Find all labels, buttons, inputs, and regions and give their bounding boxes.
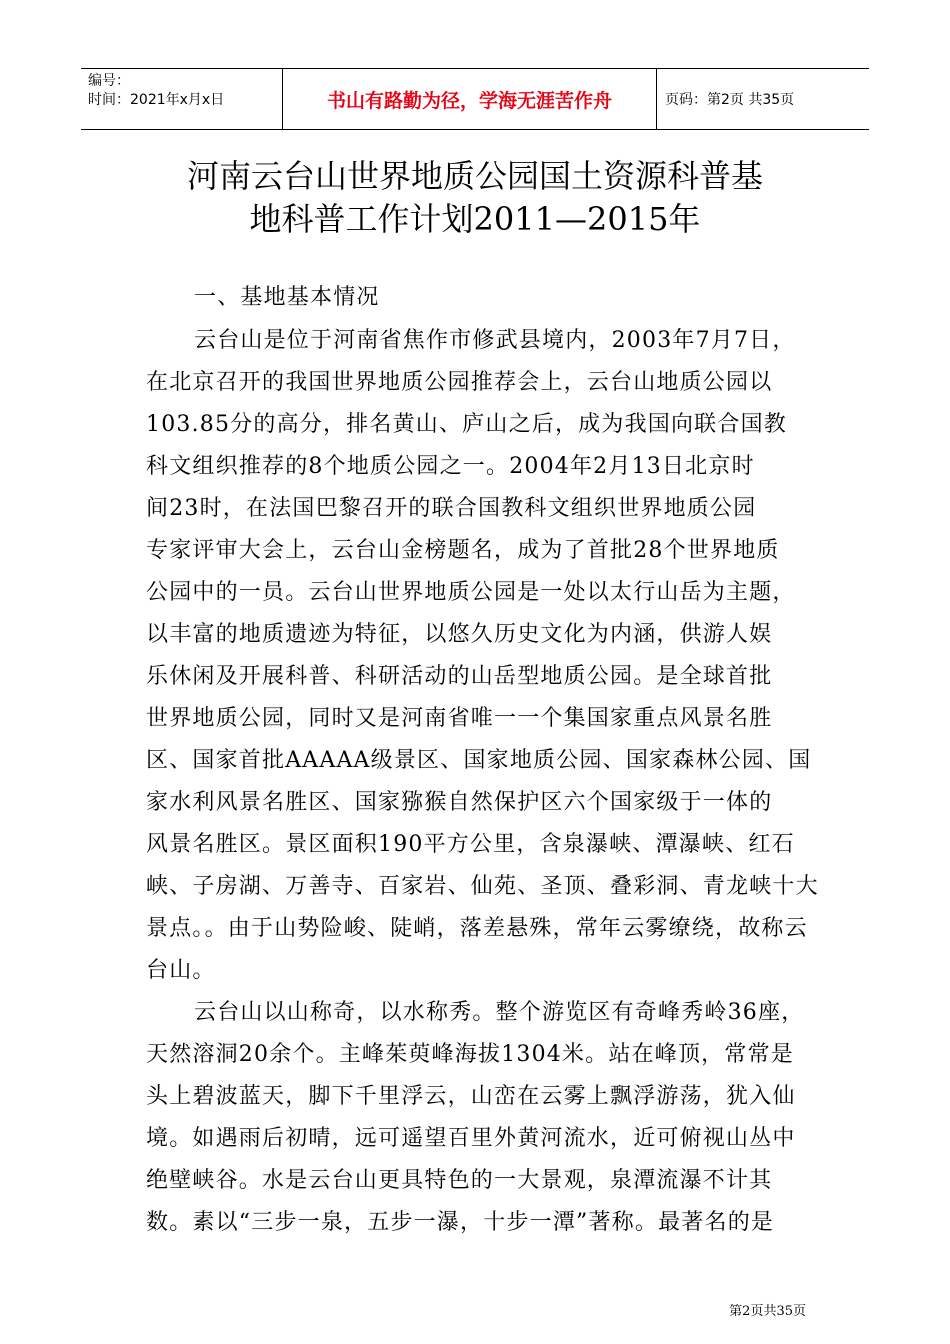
paragraph-line: 公园中的一员。云台山世界地质公园是一处以太行山岳为主题，	[146, 580, 796, 605]
paragraph-line: 峡、子房湖、万善寺、百家岩、仙苑、圣顶、叠彩洞、青龙峡十大	[146, 874, 819, 899]
header-motto: 书山有路勤为径，学海无涯苦作舟	[283, 69, 657, 129]
paragraph-line: 云台山以山称奇，以水称秀。整个游览区有奇峰秀岭36座，	[194, 1000, 805, 1025]
paragraph-line: 云台山是位于河南省焦作市修武县境内，2003年7月7日，	[194, 328, 796, 353]
paragraph-line: 头上碧波蓝天，脚下千里浮云，山峦在云雾上飘浮游荡，犹入仙	[146, 1084, 796, 1109]
paragraph-line: 绝壁峡谷。水是云台山更具特色的一大景观，泉潭流瀑不计其	[146, 1168, 773, 1193]
document-number-label: 编号：	[88, 73, 130, 89]
paragraph-line: 以丰富的地质遗迹为特征，以悠久历史文化为内涵，供游人娱	[146, 622, 773, 647]
paragraph-line: 世界地质公园，同时又是河南省唯一一个集国家重点风景名胜	[146, 706, 773, 731]
section-heading: 一、基地基本情况	[194, 285, 380, 310]
document-title-line-2: 地科普工作计划2011—2015年	[249, 200, 701, 238]
paragraph-line: 区、国家首批AAAAA级景区、国家地质公园、国家森林公园、国	[146, 748, 812, 773]
paragraph-line: 乐休闲及开展科普、科研活动的山岳型地质公园。是全球首批	[146, 664, 773, 689]
paragraph-line: 103.85分的高分，排名黄山、庐山之后，成为我国向联合国教	[146, 412, 787, 437]
paragraph-line: 科文组织推荐的8个地质公园之一。2004年2月13日北京时	[146, 454, 755, 479]
page-header	[81, 68, 869, 130]
paragraph-line: 境。如遇雨后初晴，远可遥望百里外黄河流水，近可俯视山丛中	[146, 1126, 796, 1151]
paragraph-line: 天然溶洞20余个。主峰茱萸峰海拔1304米。站在峰顶，常常是	[146, 1042, 794, 1067]
paragraph-line: 在北京召开的我国世界地质公园推荐会上，云台山地质公园以	[146, 370, 773, 395]
paragraph-line: 风景名胜区。景区面积190平方公里，含泉瀑峡、潭瀑峡、红石	[146, 832, 795, 857]
paragraph-line: 专家评审大会上，云台山金榜题名，成为了首批28个世界地质	[146, 538, 780, 563]
paragraph-line: 数。素以“三步一泉，五步一瀑，十步一潭”著称。最著名的是	[146, 1210, 775, 1235]
paragraph-line: 台山。	[146, 958, 216, 983]
header-page-info: 页码：第2页 共35页	[665, 92, 795, 108]
page-footer: 第2页共35页	[729, 1304, 806, 1319]
document-date: 时间：2021年x月x日	[88, 92, 225, 108]
document-title-line-1: 河南云台山世界地质公园国土资源科普基	[186, 157, 763, 195]
paragraph-line: 家水利风景名胜区、国家猕猴自然保护区六个国家级于一体的	[146, 790, 773, 815]
paragraph-line: 景点。。由于山势险峻、陡峭，落差悬殊，常年云雾缭绕，故称云	[146, 916, 808, 941]
header-meta	[81, 69, 283, 129]
paragraph-line: 间23时，在法国巴黎召开的联合国教科文组织世界地质公园	[146, 496, 757, 521]
